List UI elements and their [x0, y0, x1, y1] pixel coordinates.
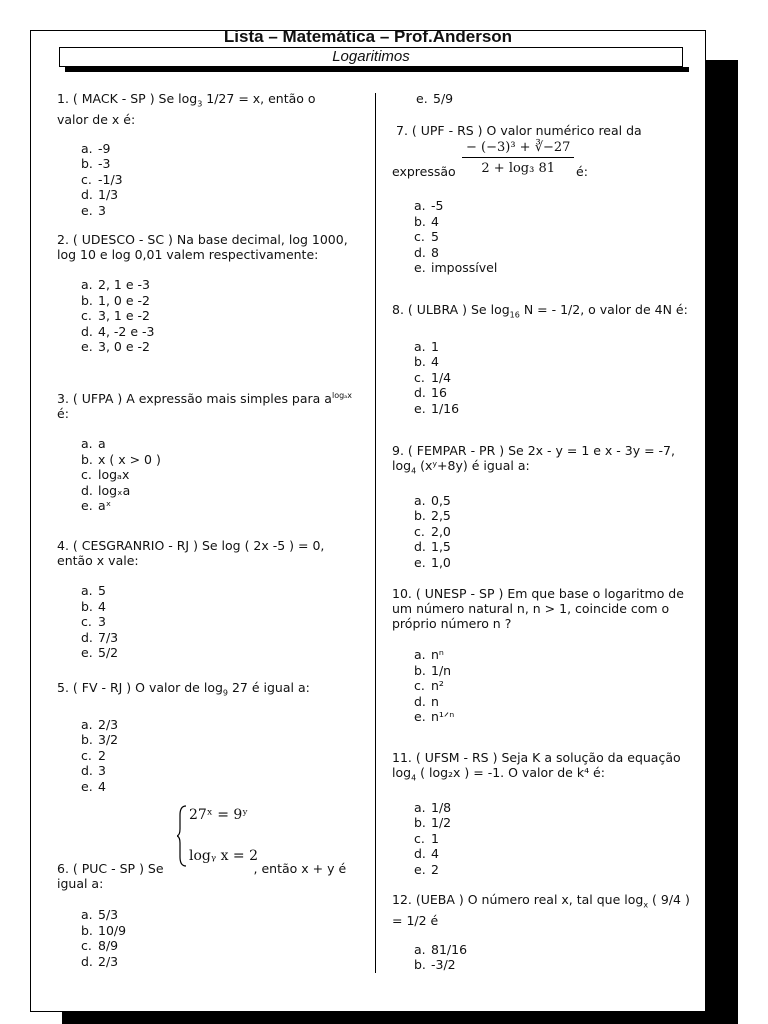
option-text: -3/2 — [431, 957, 456, 972]
option-text: 4 — [98, 598, 106, 614]
answer-option — [81, 172, 347, 188]
answer-option — [414, 678, 697, 694]
options — [414, 198, 697, 276]
option-text: 2 — [98, 747, 106, 763]
option-text: 81/16 — [431, 941, 468, 957]
answer-option — [414, 354, 692, 370]
answer-option — [414, 370, 692, 386]
option-text: 1,5 — [431, 539, 451, 554]
option-letter: a. — [81, 140, 93, 156]
option-letter: b. — [81, 732, 93, 747]
option-text: 16 — [431, 385, 447, 400]
page-subtitle: Logaritimos — [59, 47, 683, 67]
options — [81, 583, 357, 661]
option-letter: e. — [81, 778, 93, 794]
answer-option — [414, 339, 692, 355]
column-divider — [375, 93, 376, 973]
option-letter: a. — [81, 583, 93, 598]
option-letter: b. — [81, 922, 93, 938]
option-letter: e. — [414, 400, 426, 416]
option-letter: d. — [81, 953, 93, 969]
option-text: 8 — [431, 244, 439, 260]
answer-option — [81, 324, 357, 340]
answer-option — [81, 630, 357, 646]
left-brace — [177, 805, 187, 867]
option-letter: e. — [81, 202, 93, 218]
answer-option — [81, 645, 357, 661]
option-letter: a. — [81, 716, 93, 732]
option-text: 2, 1 e -3 — [98, 277, 150, 292]
option-letter: c. — [81, 467, 92, 483]
answer-option — [414, 862, 697, 878]
option-text: 2 — [431, 861, 439, 877]
subtitle-shadow — [65, 67, 689, 72]
option-text: 3 — [98, 614, 106, 629]
option-text: nⁿ — [431, 647, 444, 662]
option-text: 5/3 — [98, 907, 119, 922]
question-2 — [57, 232, 357, 355]
option-text: 2,5 — [431, 508, 451, 523]
options — [416, 91, 692, 107]
option-letter: d. — [81, 629, 93, 645]
answer-option — [414, 942, 697, 958]
options — [81, 717, 357, 795]
option-text: 4 — [431, 213, 439, 229]
option-letter: c. — [81, 171, 92, 187]
option-letter: b. — [81, 156, 93, 171]
answer-option — [414, 647, 697, 663]
option-letter: a. — [81, 436, 93, 452]
option-text: 1 — [431, 338, 439, 354]
question-1 — [57, 91, 347, 218]
option-letter: c. — [414, 229, 425, 244]
option-text: 5 — [431, 229, 439, 244]
option-text: n — [431, 693, 439, 709]
question-text: 8. ( ULBRA ) Se $\log_{16} N$ = - 1/2, o valor de 4N é: — [392, 302, 688, 320]
question-7 — [392, 123, 697, 276]
answer-option — [414, 260, 697, 276]
answer-option — [81, 614, 357, 630]
answer-option — [81, 308, 357, 324]
question-5 — [57, 680, 357, 794]
option-letter: a. — [414, 492, 426, 508]
answer-option — [81, 339, 357, 355]
option-letter: c. — [414, 523, 425, 539]
option-text: 3 — [98, 763, 106, 778]
options — [414, 647, 697, 725]
option-letter: c. — [414, 369, 425, 385]
answer-option — [81, 763, 357, 779]
question-text: 4. ( CESGRANRIO - RJ ) Se log ( 2x -5 ) = 0, então x vale: — [57, 538, 325, 568]
option-letter: c. — [81, 614, 92, 629]
options — [81, 141, 347, 219]
option-letter: d. — [81, 763, 93, 778]
option-letter: d. — [414, 385, 426, 400]
option-letter: c. — [414, 678, 425, 693]
answer-option — [414, 663, 697, 679]
answer-option — [414, 401, 692, 417]
option-text: 4, -2 e -3 — [98, 323, 155, 339]
fraction-numerator: − (−3)³ + ∛−27 — [462, 140, 574, 158]
option-letter: a. — [414, 198, 426, 213]
answer-option — [81, 923, 357, 939]
answer-option — [81, 436, 357, 452]
option-text: 4 — [431, 354, 439, 369]
answer-option — [414, 957, 697, 973]
option-letter: c. — [81, 747, 92, 763]
question-8 — [392, 302, 692, 416]
question-text: 9. ( FEMPAR - PR ) Se 2x - y = 1 e x - 3y = -7, $\log_4$ (xʸ+8y) é igual a: — [392, 443, 675, 476]
option-letter: a. — [81, 907, 93, 922]
answer-option — [81, 452, 357, 468]
option-text: 1/16 — [431, 400, 460, 416]
option-letter: e. — [81, 498, 93, 514]
answer-option — [414, 524, 697, 540]
question-text: 10. ( UNESP - SP ) Em que base o logaritmo de um número natural n, n > 1, coincide com o próprio número n ? — [392, 586, 684, 631]
answer-option — [414, 229, 697, 245]
option-text: -9 — [98, 140, 111, 156]
answer-option — [81, 156, 347, 172]
option-letter: c. — [414, 830, 425, 846]
option-text: 7/3 — [98, 629, 119, 645]
equation-2: logᵧ x = 2 — [189, 848, 259, 864]
option-text: -3 — [98, 156, 111, 171]
option-letter: d. — [81, 187, 93, 202]
options — [81, 277, 357, 355]
answer-option — [81, 187, 347, 203]
option-letter: e. — [414, 709, 426, 724]
option-text: 8/9 — [98, 938, 119, 953]
answer-option — [81, 938, 357, 954]
option-letter: b. — [414, 815, 426, 830]
answer-option — [414, 493, 697, 509]
question-3 — [57, 388, 357, 514]
option-text: 2,0 — [431, 523, 451, 539]
option-letter: d. — [414, 244, 426, 260]
equation-1: 27ˣ = 9ʸ — [189, 807, 249, 823]
question-text: 5. ( FV - RJ ) O valor de $\log_9 27$ é igual a: — [57, 680, 310, 698]
answer-option — [81, 583, 357, 599]
answer-option — [81, 732, 357, 748]
option-letter: d. — [414, 846, 426, 861]
option-text: 1/3 — [98, 187, 119, 202]
option-text: 3, 1 e -2 — [98, 308, 150, 323]
option-letter: d. — [414, 539, 426, 554]
option-letter: e. — [416, 91, 428, 106]
option-text: 4 — [431, 846, 439, 861]
option-letter: e. — [81, 645, 93, 660]
question-6 — [57, 861, 357, 969]
option-text: 3/2 — [98, 732, 119, 747]
answer-option — [414, 198, 697, 214]
option-text: 5 — [98, 583, 106, 598]
option-text: 2/3 — [98, 716, 119, 732]
options — [81, 907, 357, 969]
options — [414, 493, 697, 571]
answer-option — [81, 203, 347, 219]
option-text: 4 — [98, 778, 106, 794]
answer-option — [414, 508, 697, 524]
answer-option — [81, 779, 357, 795]
option-text: impossível — [431, 260, 498, 275]
option-text: 5/9 — [433, 91, 454, 106]
answer-option — [414, 846, 697, 862]
option-letter: a. — [414, 799, 426, 815]
option-letter: a. — [414, 338, 426, 354]
page-title: Lista – Matemática – Prof.Anderson — [223, 27, 513, 46]
option-text: 1/4 — [431, 369, 452, 385]
option-letter: b. — [81, 292, 93, 308]
question-11 — [392, 750, 697, 877]
option-letter: e. — [81, 339, 93, 354]
answer-option — [81, 467, 357, 483]
answer-option — [81, 748, 357, 764]
option-text: 1,0 — [431, 554, 451, 570]
answer-option — [81, 599, 357, 615]
option-text: 5/2 — [98, 645, 119, 660]
question-text: 12. (UEBA ) O número real x, tal que $\log_x$ ( 9/4 ) = 1/2 é — [392, 892, 690, 928]
answer-option — [81, 498, 357, 514]
answer-option — [81, 717, 357, 733]
question-text: 6. ( PUC - SP ) Se , então x + y é igual a: — [57, 861, 347, 891]
option-text: 0,5 — [431, 492, 451, 508]
option-text: n¹ᐟⁿ — [431, 709, 455, 724]
option-text: -1/3 — [98, 171, 123, 187]
option-text: 1/8 — [431, 799, 452, 815]
option-letter: b. — [414, 957, 426, 972]
fraction-denominator: 2 + log₃ 81 — [481, 161, 556, 176]
question-text-e: é: — [576, 164, 588, 179]
option-letter: e. — [414, 861, 426, 877]
option-letter: b. — [414, 508, 426, 523]
answer-option — [81, 907, 357, 923]
answer-option — [81, 277, 357, 293]
option-letter: b. — [414, 662, 426, 678]
option-text: 3, 0 e -2 — [98, 339, 150, 354]
question-text: 2. ( UDESCO - SC ) Na base decimal, log 1000, log 10 e log 0,01 valem respectivamente: — [57, 232, 348, 262]
option-text: n² — [431, 678, 444, 693]
option-text: x ( x > 0 ) — [98, 451, 161, 467]
option-letter: a. — [81, 277, 93, 292]
answer-option — [414, 539, 697, 555]
option-letter: a. — [414, 647, 426, 662]
option-letter: d. — [414, 693, 426, 709]
answer-option — [414, 709, 697, 725]
option-text: 1 — [431, 830, 439, 846]
options — [414, 800, 697, 878]
option-letter: b. — [81, 598, 93, 614]
answer-option — [414, 694, 697, 710]
answer-option — [414, 214, 697, 230]
answer-option — [81, 293, 357, 309]
option-letter: e. — [414, 260, 426, 275]
option-text: a — [98, 436, 106, 452]
option-text: aˣ — [98, 498, 112, 514]
options — [414, 339, 692, 417]
option-letter: c. — [81, 308, 92, 323]
option-text: 1, 0 e -2 — [98, 292, 150, 308]
question-12 — [392, 892, 697, 973]
option-text: 10/9 — [98, 922, 127, 938]
question-text: 7. ( UPF - RS ) O valor numérico real da — [396, 123, 642, 138]
option-text: 3 — [98, 202, 106, 218]
question-text: 1. ( MACK - SP ) Se $\log_3 1/27 = x$, então o valor de x é: — [57, 91, 316, 127]
answer-option — [414, 385, 692, 401]
answer-option — [81, 141, 347, 157]
answer-option — [414, 831, 697, 847]
answer-option — [416, 91, 692, 107]
question-text: 11. ( UFSM - RS ) Seja K a solução da equação $\log_4$ ( log₂x ) = -1. O valor de k⁴ é: — [392, 750, 681, 783]
option-letter: c. — [81, 938, 92, 953]
options — [414, 942, 697, 973]
question-text-expressao: expressão — [392, 164, 456, 179]
question-text: 3. ( UFPA ) A expressão mais simples para $a^{log_ax}$ é: — [57, 391, 353, 422]
option-letter: e. — [414, 554, 426, 570]
option-letter: b. — [414, 213, 426, 229]
option-text: 2/3 — [98, 953, 119, 969]
answer-option — [414, 815, 697, 831]
option-letter: b. — [414, 354, 426, 369]
option-text: 1/2 — [431, 815, 452, 830]
option-letter: a. — [414, 941, 426, 957]
question-10 — [392, 586, 697, 725]
page-sheet — [30, 27, 706, 1012]
option-letter: d. — [81, 482, 93, 498]
option-text: 1/n — [431, 662, 452, 678]
answer-option — [414, 800, 697, 816]
answer-option — [81, 954, 357, 970]
option-text: logₓa — [98, 482, 131, 498]
options — [81, 436, 357, 514]
option-text: -5 — [431, 198, 444, 213]
answer-option — [414, 555, 697, 571]
answer-option — [414, 245, 697, 261]
question-9 — [392, 443, 697, 570]
question-6-continued — [392, 91, 692, 107]
option-letter: b. — [81, 451, 93, 467]
option-letter: d. — [81, 323, 93, 339]
question-4 — [57, 538, 357, 661]
option-text: logₐx — [98, 467, 130, 483]
answer-option — [81, 483, 357, 499]
expression-fraction — [462, 140, 574, 176]
